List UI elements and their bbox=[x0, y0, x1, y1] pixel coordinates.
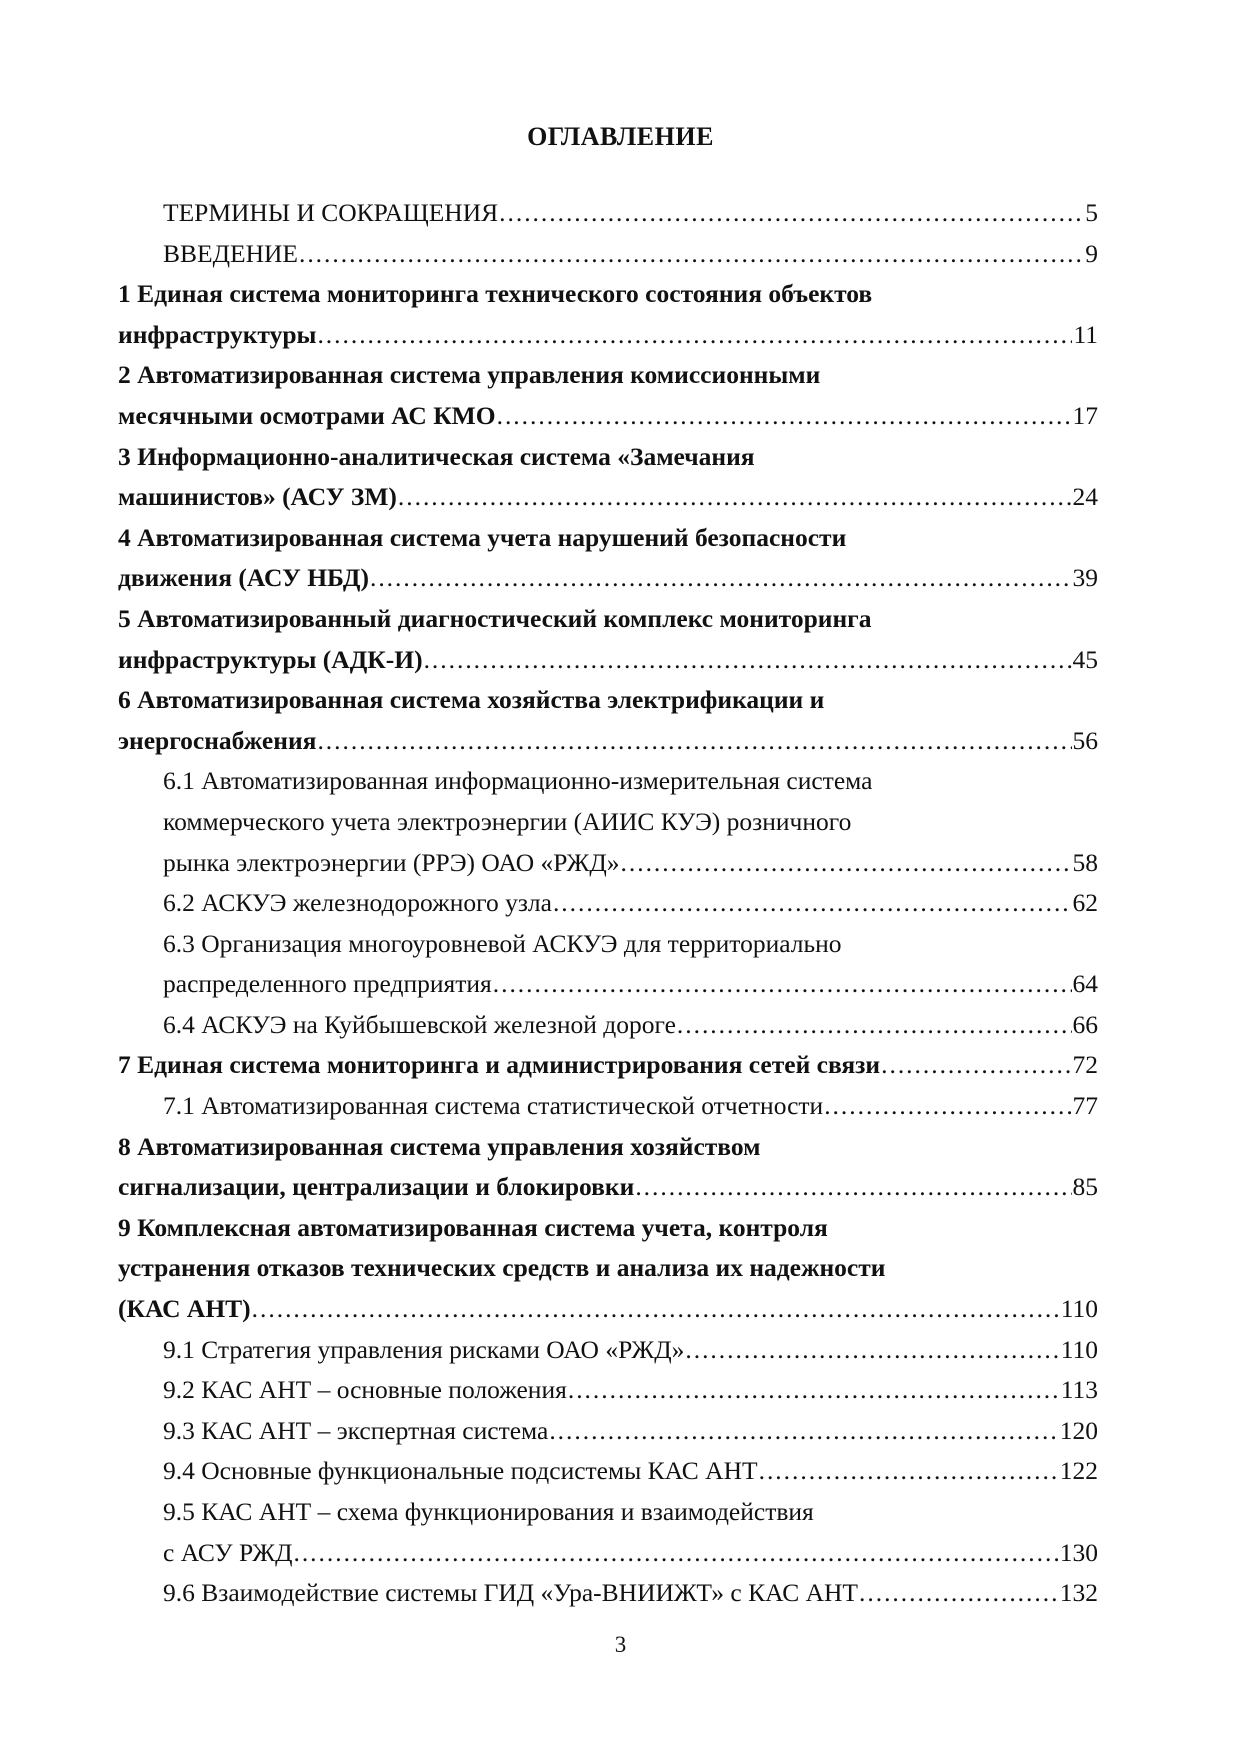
toc-entry-title: 7.1 Автоматизированная система статистической отчетности bbox=[163, 1091, 824, 1121]
dot-leader bbox=[293, 1533, 1058, 1574]
dot-leader bbox=[685, 1330, 1059, 1371]
toc-entry-title: 9.1 Стратегия управления рисками ОАО «РЖД» bbox=[163, 1334, 685, 1364]
toc-entry-title: месячными осмотрами АС КМО bbox=[118, 400, 496, 430]
dot-leader bbox=[635, 1167, 1071, 1208]
toc-page-number: 58 bbox=[1072, 847, 1098, 877]
toc-entry-title: 6.4 АСКУЭ на Куйбышевской железной дороге bbox=[163, 1009, 676, 1039]
toc-page-number: 17 bbox=[1072, 400, 1098, 430]
dot-leader bbox=[824, 1086, 1071, 1127]
toc-entry-title: ВВЕДЕНИЕ bbox=[163, 238, 298, 268]
dot-leader bbox=[621, 843, 1072, 884]
toc-page-number: 56 bbox=[1072, 725, 1098, 755]
toc-entry-title: 9.2 КАС АНТ – основные положения bbox=[163, 1375, 567, 1405]
toc-entry-line[interactable]: 1 Единая система мониторинга технического состояния объектов bbox=[118, 279, 873, 309]
toc-entry[interactable] bbox=[118, 193, 1098, 234]
toc-page-number: 110 bbox=[1060, 1334, 1098, 1364]
toc-entry[interactable] bbox=[118, 843, 1098, 884]
toc-entry[interactable] bbox=[118, 1005, 1098, 1046]
toc-entry-title: 6.2 АСКУЭ железнодорожного узла bbox=[163, 888, 552, 918]
table-of-contents bbox=[118, 193, 1098, 1614]
dot-leader bbox=[299, 234, 1084, 275]
toc-page-number: 110 bbox=[1060, 1294, 1098, 1324]
toc-entry[interactable] bbox=[118, 1086, 1098, 1127]
dot-leader bbox=[252, 1289, 1060, 1330]
toc-page-number: 39 bbox=[1072, 563, 1098, 593]
toc-page-number: 45 bbox=[1072, 644, 1098, 674]
toc-entry[interactable] bbox=[118, 1411, 1098, 1452]
toc-entry-title: с АСУ РЖД bbox=[163, 1537, 293, 1567]
toc-entry-title: 7 Единая система мониторинга и администрирования сетей связи bbox=[118, 1050, 881, 1080]
toc-entry-title: распределенного предприятия bbox=[163, 969, 492, 999]
toc-entry-title: сигнализации, централизации и блокировки bbox=[118, 1172, 635, 1202]
page-title: ОГЛАВЛЕНИЕ bbox=[527, 122, 714, 151]
dot-leader bbox=[497, 396, 1072, 437]
toc-entry[interactable] bbox=[118, 1289, 1098, 1330]
toc-entry[interactable] bbox=[118, 883, 1098, 924]
toc-entry-line[interactable]: 5 Автоматизированный диагностический комплекс мониторинга bbox=[118, 603, 872, 633]
toc-page-number: 132 bbox=[1059, 1578, 1098, 1608]
toc-page-number: 120 bbox=[1059, 1415, 1098, 1445]
toc-entry[interactable] bbox=[118, 1573, 1098, 1614]
toc-entry-line[interactable]: коммерческого учета электроэнергии (АИИС КУЭ) розничного bbox=[163, 806, 852, 836]
toc-entry[interactable] bbox=[118, 234, 1098, 275]
toc-entry[interactable] bbox=[118, 477, 1098, 518]
toc-entry-line[interactable]: 3 Информационно-аналитическая система «Замечания bbox=[118, 441, 755, 471]
dot-leader bbox=[317, 315, 1072, 356]
toc-entry[interactable] bbox=[118, 1451, 1098, 1492]
toc-entry-line[interactable]: 6 Автоматизированная система хозяйства электрификации и bbox=[118, 685, 825, 715]
toc-page-number: 72 bbox=[1072, 1050, 1098, 1080]
toc-entry-line[interactable]: 4 Автоматизированная система учета нарушений безопасности bbox=[118, 522, 847, 552]
toc-entry[interactable] bbox=[118, 1533, 1098, 1574]
toc-entry-title: 9.4 Основные функциональные подсистемы КАС АНТ bbox=[163, 1456, 758, 1486]
toc-entry[interactable] bbox=[118, 396, 1098, 437]
toc-page-number: 62 bbox=[1072, 888, 1098, 918]
toc-entry[interactable] bbox=[118, 1330, 1098, 1371]
toc-entry-line[interactable]: 6.1 Автоматизированная информационно-измерительная система bbox=[163, 766, 873, 796]
toc-page-number: 64 bbox=[1072, 969, 1098, 999]
toc-page-number: 24 bbox=[1072, 482, 1098, 512]
toc-entry-title: рынка электроэнергии (РРЭ) ОАО «РЖД» bbox=[163, 847, 620, 877]
toc-entry-line[interactable]: устранения отказов технических средств и анализа их надежности bbox=[118, 1253, 886, 1283]
toc-page-number: 77 bbox=[1072, 1091, 1098, 1121]
toc-page-number: 130 bbox=[1059, 1537, 1098, 1567]
toc-page-number: 113 bbox=[1060, 1375, 1098, 1405]
toc-entry-line[interactable]: 2 Автоматизированная система управления комиссионными bbox=[118, 360, 821, 390]
toc-entry[interactable] bbox=[118, 1370, 1098, 1411]
toc-page-number: 9 bbox=[1085, 238, 1098, 268]
toc-page-number: 11 bbox=[1073, 319, 1098, 349]
dot-leader bbox=[424, 640, 1072, 681]
toc-entry-title: инфраструктуры (АДК-И) bbox=[118, 644, 423, 674]
toc-entry-title: инфраструктуры bbox=[118, 319, 317, 349]
toc-entry-title: энергоснабжения bbox=[118, 725, 317, 755]
toc-entry[interactable] bbox=[118, 721, 1098, 762]
dot-leader bbox=[859, 1573, 1059, 1614]
toc-page-number: 5 bbox=[1085, 198, 1098, 227]
toc-entry[interactable] bbox=[118, 1167, 1098, 1208]
toc-entry-title: ТЕРМИНЫ И СОКРАЩЕНИЯ bbox=[163, 198, 499, 227]
toc-page-number: 85 bbox=[1072, 1172, 1098, 1202]
dot-leader bbox=[553, 883, 1072, 924]
dot-leader bbox=[499, 193, 1084, 234]
toc-entry[interactable] bbox=[118, 558, 1098, 599]
toc-entry-line[interactable]: 6.3 Организация многоуровневой АСКУЭ для территориально bbox=[163, 928, 842, 958]
toc-entry-title: движения (АСУ НБД) bbox=[118, 563, 369, 593]
dot-leader bbox=[759, 1451, 1059, 1492]
dot-leader bbox=[370, 558, 1072, 599]
dot-leader bbox=[568, 1370, 1060, 1411]
toc-entry-title: машинистов» (АСУ ЗМ) bbox=[118, 482, 397, 512]
toc-entry[interactable] bbox=[118, 640, 1098, 681]
dot-leader bbox=[677, 1005, 1072, 1046]
toc-entry-title: 9.3 КАС АНТ – экспертная система bbox=[163, 1415, 549, 1445]
toc-entry-line[interactable]: 9 Комплексная автоматизированная система учета, контроля bbox=[118, 1212, 828, 1242]
toc-entry-line[interactable]: 9.5 КАС АНТ – схема функционирования и взаимодействия bbox=[163, 1497, 814, 1526]
dot-leader bbox=[549, 1411, 1058, 1452]
toc-entry-line[interactable]: 8 Автоматизированная система управления хозяйством bbox=[118, 1131, 761, 1161]
dot-leader bbox=[398, 477, 1072, 518]
dot-leader bbox=[317, 721, 1071, 762]
dot-leader bbox=[881, 1045, 1071, 1086]
dot-leader bbox=[493, 964, 1072, 1005]
toc-entry-title: (КАС АНТ) bbox=[118, 1294, 251, 1324]
toc-page-number: 122 bbox=[1059, 1456, 1098, 1486]
toc-page-number: 66 bbox=[1072, 1009, 1098, 1039]
toc-entry[interactable] bbox=[118, 315, 1098, 356]
toc-entry[interactable] bbox=[118, 1045, 1098, 1086]
toc-entry-title: 9.6 Взаимодействие системы ГИД «Ура-ВНИИЖТ» с КАС АНТ bbox=[163, 1578, 859, 1608]
page-number: 3 bbox=[614, 1632, 627, 1657]
toc-entry[interactable] bbox=[118, 964, 1098, 1005]
